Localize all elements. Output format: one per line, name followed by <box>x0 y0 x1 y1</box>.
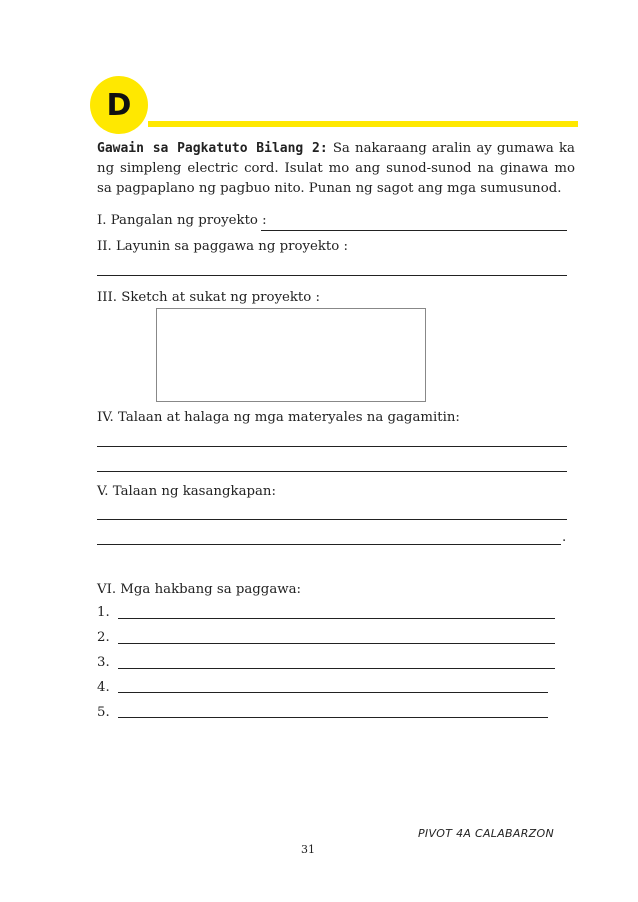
sketch-box[interactable] <box>156 308 426 402</box>
step-line-5[interactable] <box>118 717 548 718</box>
step-line-2[interactable] <box>118 643 555 644</box>
page-number: 31 <box>301 843 315 856</box>
step-number: 2. <box>97 630 110 645</box>
steps-label: VI. Mga hakbang sa paggawa: <box>97 582 302 597</box>
project-name-line[interactable] <box>261 230 567 231</box>
project-name-label: I. Pangalan ng proyekto : <box>97 213 267 228</box>
step-line-3[interactable] <box>118 668 555 669</box>
step-line-1[interactable] <box>118 618 555 619</box>
objective-line[interactable] <box>97 275 567 276</box>
section-letter: D <box>106 87 132 123</box>
step-line-4[interactable] <box>118 692 548 693</box>
tools-label: V. Talaan ng kasangkapan: <box>97 484 276 499</box>
step-number: 4. <box>97 680 110 695</box>
step-number: 5. <box>97 705 110 720</box>
section-divider <box>148 121 578 127</box>
tools-line-1[interactable] <box>97 519 567 520</box>
section-badge <box>90 76 148 134</box>
tools-line-period: . <box>562 530 567 545</box>
materials-label: IV. Talaan at halaga ng mga materyales na gagamitin: <box>97 410 460 425</box>
activity-title: Gawain sa Pagkatuto Bilang 2: <box>97 141 328 156</box>
sketch-label: III. Sketch at sukat ng proyekto : <box>97 290 320 305</box>
objective-label: II. Layunin sa paggawa ng proyekto : <box>97 239 348 254</box>
step-number: 3. <box>97 655 110 670</box>
tools-line-2[interactable] <box>97 544 561 545</box>
footer-label: PIVOT 4A CALABARZON <box>418 827 554 840</box>
activity-text: Sa nakaraang aralin ay gumawa ka ng simpleng electric cord. Isulat mo ang sunod-sunod na ginawa mo sa pagpaplano ng pagbuo nito. Punan ng sagot ang mga sumusunod. <box>97 141 575 196</box>
materials-line-1[interactable] <box>97 446 567 447</box>
step-number: 1. <box>97 605 110 620</box>
materials-line-2[interactable] <box>97 471 567 472</box>
activity-instructions <box>97 139 575 199</box>
